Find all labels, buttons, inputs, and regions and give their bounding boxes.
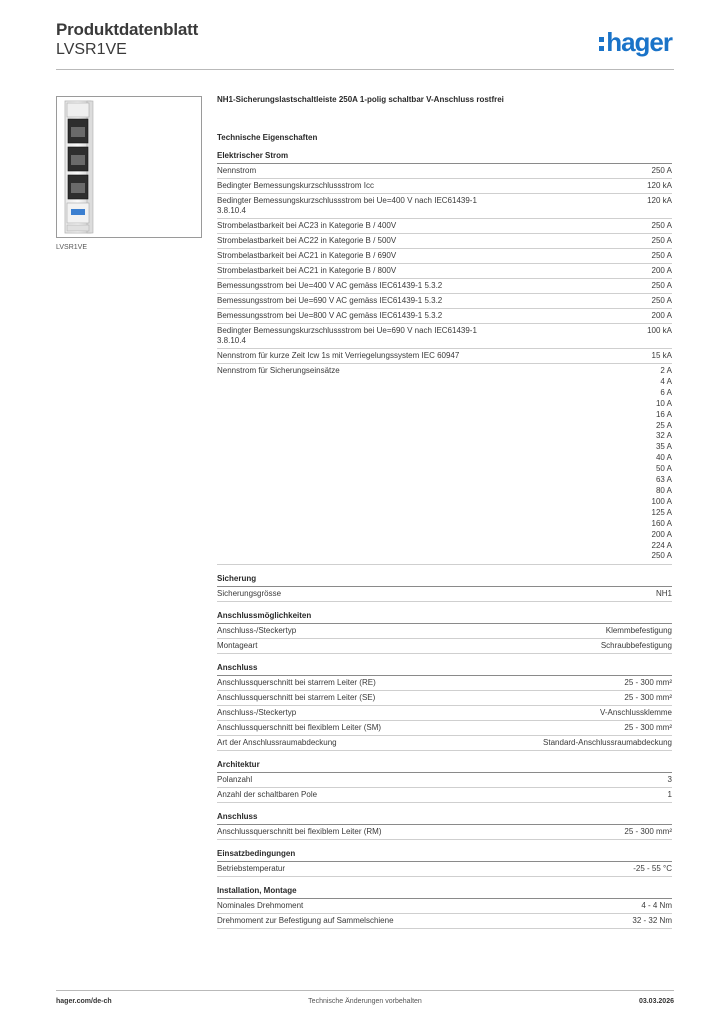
spec-label: Sicherungsgrösse	[217, 589, 282, 599]
spec-row	[217, 624, 672, 639]
fuse-rating: 50 A	[655, 464, 672, 474]
spec-label: Drehmoment zur Befestigung auf Sammelschiene	[217, 916, 394, 926]
spec-value: 3	[667, 775, 672, 785]
spec-row	[217, 264, 672, 279]
spec-value: 1	[667, 790, 672, 800]
spec-label: Nominales Drehmoment	[217, 901, 304, 911]
spec-value: 250 A	[651, 221, 672, 230]
spec-row	[217, 639, 672, 654]
spec-value: 200 A	[651, 311, 672, 320]
group-title: Installation, Montage	[217, 886, 672, 899]
spec-value: 25 - 300 mm²	[624, 693, 672, 703]
spec-group-fuse	[217, 574, 672, 602]
spec-label: Anschlussquerschnitt bei flexiblem Leiter (SM)	[217, 723, 382, 733]
spec-label: Strombelastbarkeit bei AC23 in Kategorie B / 400V	[217, 221, 397, 230]
spec-label: Bedingter Bemessungskurzschlussstrom Icc	[217, 181, 374, 190]
group-title: Anschluss	[217, 663, 672, 676]
fuse-rating: 100 A	[651, 496, 672, 506]
fuse-rating: 63 A	[655, 475, 672, 485]
spec-label: Nennstrom	[217, 166, 257, 175]
fuse-rating: 40 A	[655, 453, 672, 463]
fuse-rating: 10 A	[655, 398, 672, 408]
spec-label: Strombelastbarkeit bei AC22 in Kategorie B / 500V	[217, 236, 397, 245]
group-title: Einsatzbedingungen	[217, 849, 672, 862]
spec-label: Anschlussquerschnitt bei starrem Leiter (SE)	[217, 693, 376, 703]
fuse-rating-list	[652, 366, 672, 562]
page-header	[56, 20, 674, 70]
group-title: Sicherung	[217, 574, 672, 587]
spec-row	[217, 721, 672, 736]
spec-row	[217, 279, 672, 294]
hager-logo	[599, 28, 672, 56]
spec-value: 120 kA	[647, 196, 672, 205]
fuse-rating: 80 A	[655, 485, 672, 495]
spec-row	[217, 249, 672, 264]
spec-row	[217, 164, 672, 179]
spec-value: NH1	[655, 589, 672, 599]
spec-row	[217, 691, 672, 706]
spec-label: Anschluss-/Steckertyp	[217, 708, 297, 718]
spec-group-installation	[217, 886, 672, 929]
fuse-rating: 125 A	[651, 507, 672, 517]
spec-label: Bemessungsstrom bei Ue=690 V AC gemäss IEC61439-1 5.3.2	[217, 296, 443, 305]
fuse-rating: 160 A	[651, 518, 672, 528]
spec-row	[217, 309, 672, 324]
footer-divider	[56, 990, 674, 991]
fuse-rating: 16 A	[655, 409, 672, 419]
spec-label: Bemessungsstrom bei Ue=800 V AC gemäss IEC61439-1 5.3.2	[217, 311, 443, 320]
spec-value: 250 A	[651, 251, 672, 260]
spec-label: Nennstrom für Sicherungseinsätze	[217, 366, 340, 375]
header-divider	[56, 69, 674, 70]
spec-value: 32 - 32 Nm	[632, 916, 672, 926]
spec-value: 25 - 300 mm²	[624, 827, 672, 837]
spec-row	[217, 324, 672, 349]
spec-label: Polanzahl	[217, 775, 253, 785]
spec-group-operating-conditions	[217, 849, 672, 877]
spec-label: Strombelastbarkeit bei AC21 in Kategorie B / 690V	[217, 251, 397, 260]
fuse-rating: 6 A	[660, 387, 672, 397]
fuse-rating: 250 A	[651, 551, 672, 561]
spec-label: Anschluss-/Steckertyp	[217, 626, 297, 636]
spec-label: Anschlussquerschnitt bei flexiblem Leiter (RM)	[217, 827, 382, 837]
fuse-rating: 200 A	[651, 529, 672, 539]
spec-row	[217, 587, 672, 602]
fuse-rating: 2 A	[660, 366, 672, 375]
spec-value: 250 A	[651, 236, 672, 245]
spec-value: 120 kA	[647, 181, 672, 190]
fuse-rating: 4 A	[660, 376, 672, 386]
page-title: Produktdatenblatt	[56, 20, 199, 39]
spec-group-connection-options	[217, 611, 672, 654]
spec-label: Bedingter Bemessungskurzschlussstrom bei Ue=400 V nach IEC61439-1 3.8.10.4	[217, 196, 477, 215]
spec-value: 250 A	[651, 281, 672, 290]
footer-website-link[interactable]: hager.com/de-ch	[56, 998, 112, 1005]
fuse-rating: 32 A	[655, 431, 672, 441]
spec-value: 4 - 4 Nm	[641, 901, 672, 911]
spec-label: Anzahl der schaltbaren Pole	[217, 790, 318, 800]
spec-value: 25 - 300 mm²	[624, 678, 672, 688]
spec-row	[217, 706, 672, 721]
spec-value: 100 kA	[647, 326, 672, 335]
spec-row	[217, 179, 672, 194]
product-image	[57, 97, 201, 237]
spec-label: Anschlussquerschnitt bei starrem Leiter (RE)	[217, 678, 376, 688]
spec-row	[217, 825, 672, 840]
spec-row	[217, 234, 672, 249]
spec-label: Bemessungsstrom bei Ue=400 V AC gemäss IEC61439-1 5.3.2	[217, 281, 443, 290]
spec-label: Art der Anschlussraumabdeckung	[217, 738, 337, 748]
spec-value: Standard-Anschlussraumabdeckung	[543, 738, 672, 748]
logo-dots-icon	[599, 37, 604, 51]
spec-group-connection	[217, 663, 672, 751]
spec-value: 25 - 300 mm²	[624, 723, 672, 733]
spec-content	[217, 95, 672, 938]
spec-row	[217, 899, 672, 914]
fuse-rating: 35 A	[655, 442, 672, 452]
spec-value: Klemmbefestigung	[605, 626, 672, 636]
spec-label: Nennstrom für kurze Zeit Icw 1s mit Verriegelungssystem IEC 60947	[217, 351, 460, 360]
spec-value: Schraubbefestigung	[600, 641, 672, 651]
spec-row	[217, 219, 672, 234]
group-title: Architektur	[217, 760, 672, 773]
group-title: Anschlussmöglichkeiten	[217, 611, 672, 624]
spec-row	[217, 788, 672, 803]
product-code: LVSR1VE	[56, 41, 127, 58]
footer-date: 03.03.2026	[638, 998, 674, 1005]
spec-value: 250 A	[651, 166, 672, 175]
spec-group-architecture	[217, 760, 672, 803]
group-title: Elektrischer Strom	[217, 151, 672, 164]
spec-value: 200 A	[651, 266, 672, 275]
spec-row	[217, 862, 672, 877]
spec-group-connection-2	[217, 812, 672, 840]
spec-label: Betriebstemperatur	[217, 864, 286, 874]
spec-label: Strombelastbarkeit bei AC21 in Kategorie B / 800V	[217, 266, 397, 275]
spec-value: 15 kA	[651, 351, 672, 360]
spec-row	[217, 914, 672, 929]
spec-label: Montageart	[217, 641, 258, 651]
spec-value: 250 A	[651, 296, 672, 305]
spec-row	[217, 349, 672, 364]
product-image-caption: LVSR1VE	[56, 244, 87, 251]
fuse-rating: 224 A	[651, 540, 672, 550]
spec-value: -25 - 55 °C	[633, 864, 672, 874]
product-description: NH1-Sicherungslastschaltleiste 250A 1-polig schaltbar V-Anschluss rostfrei	[217, 95, 504, 104]
spec-row	[217, 736, 672, 751]
spec-row-fuse-ratings	[217, 364, 672, 565]
product-image-frame	[56, 96, 202, 238]
logo-text: hager	[606, 27, 672, 57]
spec-row	[217, 194, 672, 219]
spec-row	[217, 676, 672, 691]
section-heading: Technische Eigenschaften	[217, 133, 318, 142]
spec-row	[217, 773, 672, 788]
footer-note: Technische Änderungen vorbehalten	[308, 998, 422, 1005]
spec-group-electrical	[217, 151, 672, 565]
spec-label: Bedingter Bemessungskurzschlussstrom bei Ue=690 V nach IEC61439-1 3.8.10.4	[217, 326, 477, 345]
spec-value: V-Anschlussklemme	[599, 708, 672, 718]
group-title: Anschluss	[217, 812, 672, 825]
fuse-rating: 25 A	[655, 420, 672, 430]
spec-row	[217, 294, 672, 309]
